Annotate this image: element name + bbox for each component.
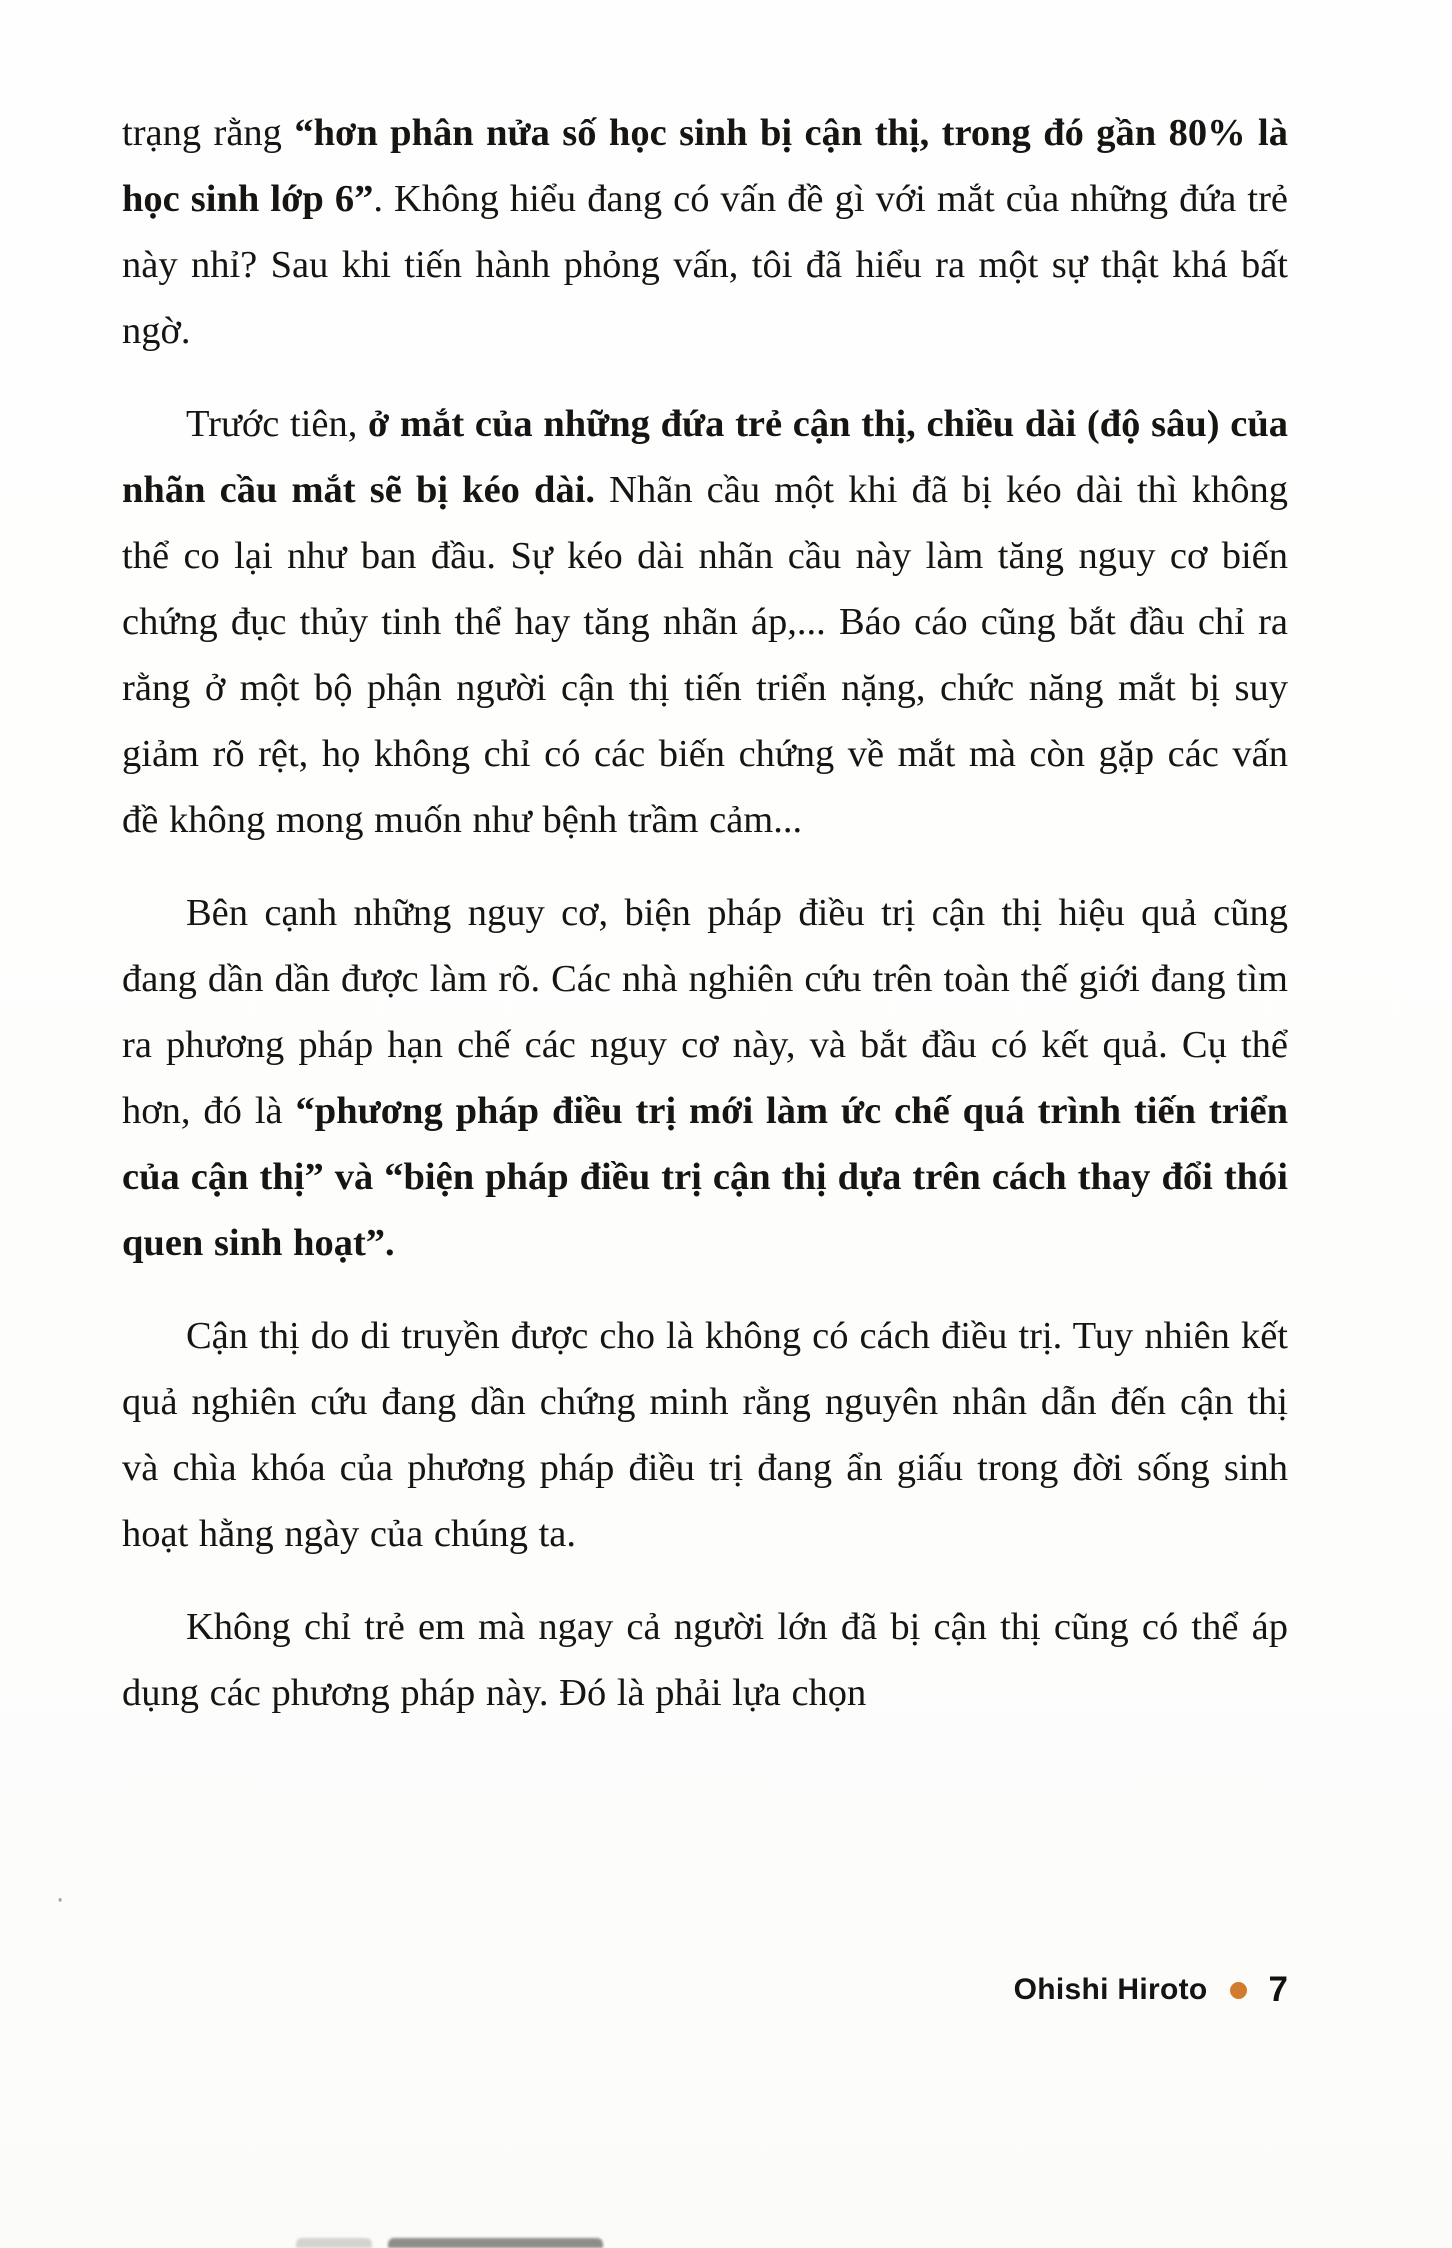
text-run: Bên cạnh những nguy cơ, biện pháp điều trị cận thị hiệu quả cũng đang dần dần được làm rõ. Các nhà nghiên cứu trên toàn thế giới đang tìm ra phương pháp hạn chế các nguy cơ này, và bắt đầu có kết quả. Cụ thể hơn, đó là [122, 892, 1288, 1132]
paragraph [122, 100, 1288, 364]
paragraph [122, 1594, 1288, 1726]
text-run: Trước tiên, [186, 403, 369, 445]
author-name: Ohishi Hiroto [1013, 1973, 1208, 2006]
text-run: Không chỉ trẻ em mà ngay cả người lớn đã bị cận thị cũng có thể áp dụng các phương pháp này. Đó là phải lựa chọn [122, 1606, 1288, 1714]
bold-text-run: ở mắt của những đứa trẻ cận thị, chiều dài (độ sâu) của nhãn cầu mắt sẽ bị kéo dài. [122, 403, 1288, 511]
text-run: . Không hiểu đang có vấn đề gì với mắt của những đứa trẻ này nhỉ? Sau khi tiến hành phỏng vấn, tôi đã hiểu ra một sự thật khá bất ngờ. [122, 178, 1288, 352]
footer-dot-icon [1230, 1982, 1247, 1999]
paragraph [122, 1303, 1288, 1567]
bold-text-run: “hơn phân nửa số học sinh bị cận thị, trong đó gần 80% là học sinh lớp 6” [122, 112, 1289, 220]
scan-artifact [296, 2238, 372, 2248]
text-run: Nhãn cầu một khi đã bị kéo dài thì không thể co lại như ban đầu. Sự kéo dài nhãn cầu này làm tăng nguy cơ biến chứng đục thủy tinh thể hay tăng nhãn áp,... Báo cáo cũng bắt đầu chỉ ra rằng ở một bộ phận người cận thị tiến triển nặng, chức năng mắt bị suy giảm rõ rệt, họ không chỉ có các biến chứng về mắt mà còn gặp các vấn đề không mong muốn như bệnh trầm cảm... [122, 469, 1288, 841]
text-run: trạng rằng [122, 112, 295, 154]
scan-mark: · [56, 1886, 65, 1916]
paragraph [122, 391, 1288, 853]
text-run: Cận thị do di truyền được cho là không có cách điều trị. Tuy nhiên kết quả nghiên cứu đang dần chứng minh rằng nguyên nhân dẫn đến cận thị và chìa khóa của phương pháp điều trị đang ẩn giấu trong đời sống sinh hoạt hằng ngày của chúng ta. [122, 1315, 1288, 1555]
page-body [122, 100, 1288, 1753]
bold-text-run: “phương pháp điều trị mới làm ức chế quá trình tiến triển của cận thị” và “biện pháp điều trị cận thị dựa trên cách thay đổi thói quen sinh hoạt”. [122, 1090, 1288, 1264]
paragraph [122, 880, 1288, 1276]
page-number: 7 [1268, 1970, 1288, 2009]
scan-artifact [388, 2238, 603, 2248]
page-footer [1014, 1970, 1288, 2010]
